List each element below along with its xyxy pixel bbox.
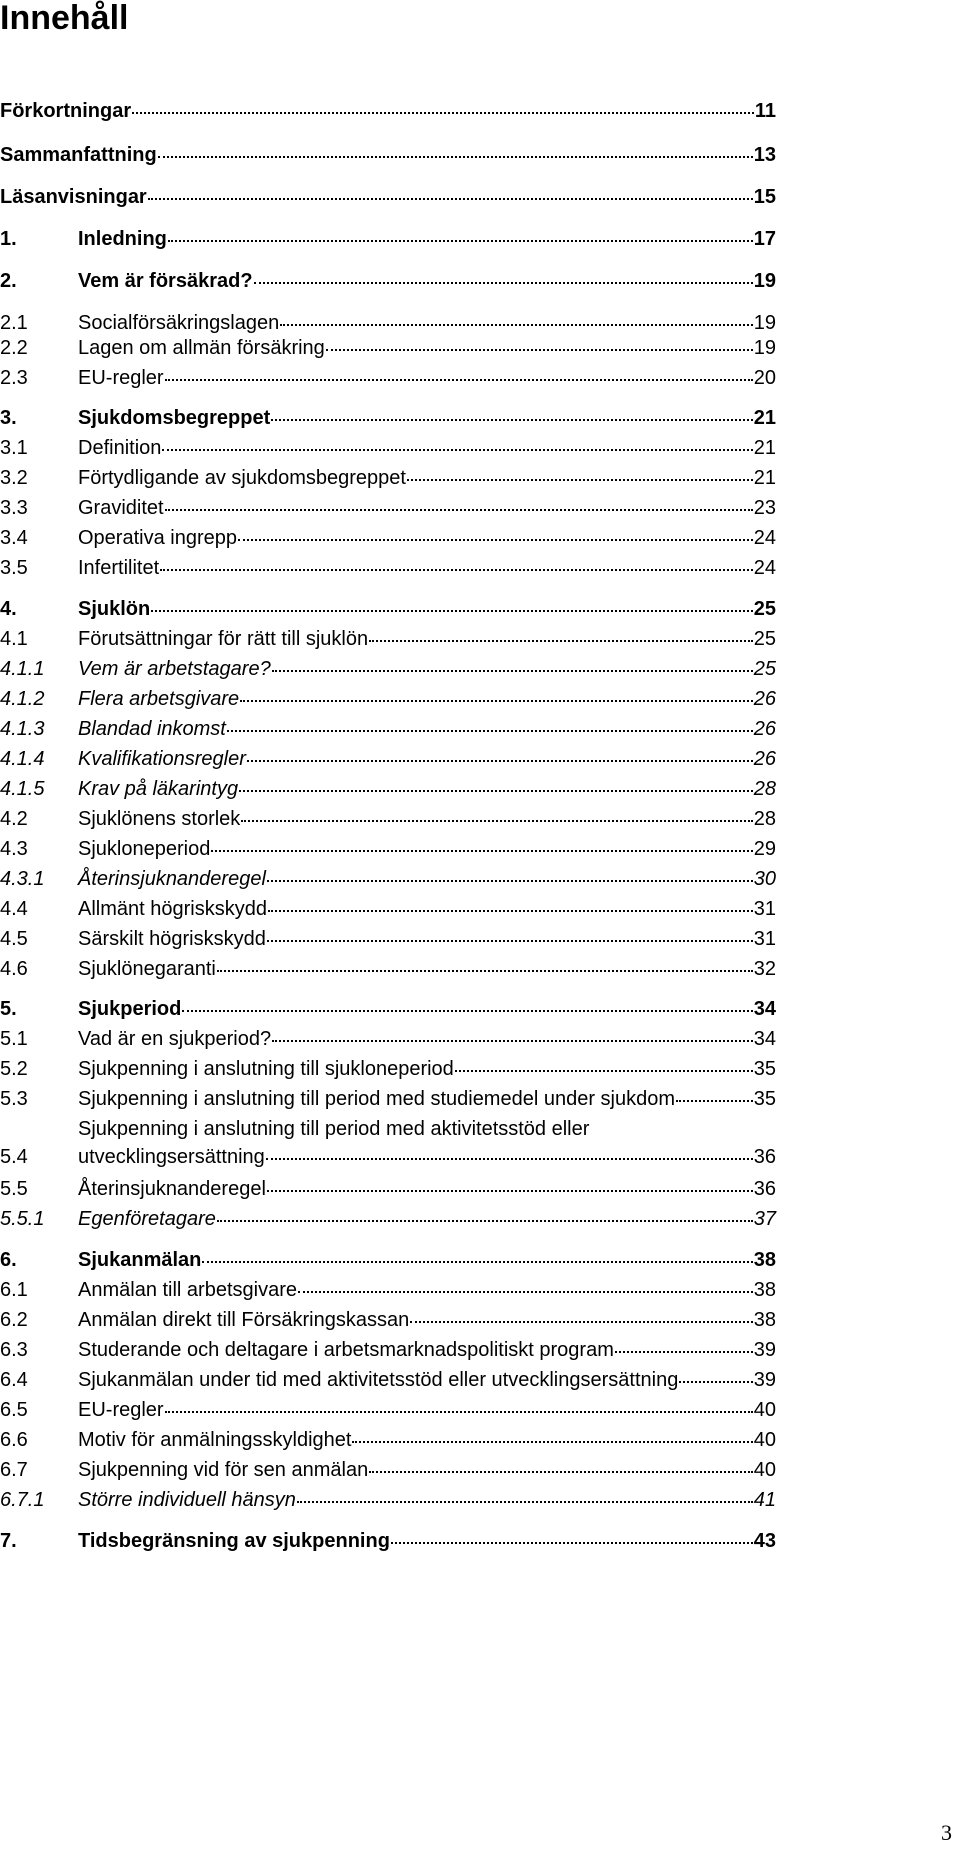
toc-entry[interactable] (0, 1425, 776, 1455)
dot-leader (280, 324, 753, 326)
toc-entry-title: Förkortningar (0, 100, 132, 122)
toc-entry-page: 25 (753, 598, 776, 620)
dot-leader (391, 1542, 753, 1544)
dot-leader (239, 790, 753, 792)
toc-entry-page: 43 (753, 1530, 776, 1552)
dot-leader (151, 610, 753, 612)
toc-entry[interactable] (0, 1275, 776, 1305)
toc-entry-title: Sjuklönens storlek (78, 808, 241, 830)
dot-leader (266, 1158, 753, 1160)
dot-leader (158, 156, 753, 158)
toc-entry-title: Vem är försäkrad? (78, 270, 253, 292)
toc-entry-page: 35 (753, 1058, 776, 1080)
dot-leader (240, 700, 753, 702)
toc-entry-page: 24 (753, 557, 776, 579)
toc-entry-title: Blandad inkomst (78, 718, 226, 740)
toc-entry-page: 17 (753, 228, 776, 250)
toc-entry-page: 31 (753, 928, 776, 950)
toc-entry-number: 6.1 (0, 1279, 28, 1301)
toc-entry-title: Motiv för anmälningsskyldighet (78, 1429, 352, 1451)
toc-entry-title-cont: utvecklingsersättning (78, 1146, 265, 1168)
toc-entry-title: Lagen om allmän försäkring (78, 337, 325, 359)
toc-entry-title: EU-regler (78, 1399, 164, 1421)
toc-entry-title: Graviditet (78, 497, 164, 519)
dot-leader (168, 240, 753, 242)
toc-entry-page: 39 (753, 1339, 776, 1361)
toc-entry-page: 26 (753, 688, 776, 710)
toc-entry-number: 5. (0, 998, 17, 1020)
toc-entry-title-continuation (78, 1142, 776, 1172)
toc-entry-title: Tidsbegränsning av sjukpenning (78, 1530, 390, 1552)
toc-entry-title: Sjukanmälan under tid med aktivitetsstöd eller utvecklingsersättning (78, 1369, 679, 1391)
toc-entry[interactable] (0, 1204, 776, 1234)
toc-entry-title: Infertilitet (78, 557, 160, 579)
toc-entry-page: 25 (753, 658, 776, 680)
toc-entry-number: 6.6 (0, 1429, 28, 1451)
toc-entry[interactable] (0, 433, 776, 463)
toc-entry-number: 6.3 (0, 1339, 28, 1361)
toc-entry-title: Vad är en sjukperiod? (78, 1028, 272, 1050)
page-number: 3 (941, 1820, 952, 1845)
toc-entry-number: 6.7 (0, 1459, 28, 1481)
dot-leader (227, 730, 753, 732)
toc-entry-page: 40 (753, 1459, 776, 1481)
toc-entry-number: 4.1.2 (0, 688, 45, 710)
toc-entry[interactable] (0, 140, 776, 170)
toc-entry[interactable] (0, 834, 776, 864)
toc-entry-number: 4.6 (0, 958, 28, 980)
toc-entry-number: 5.3 (0, 1088, 28, 1110)
toc-entry[interactable] (0, 266, 776, 296)
dot-leader (267, 940, 753, 942)
dot-leader (455, 1070, 753, 1072)
toc-entry[interactable] (0, 714, 776, 744)
toc-entry-page: 13 (753, 144, 776, 166)
toc-entry-number: 1. (0, 228, 17, 250)
toc-entry-number: 6.2 (0, 1309, 28, 1331)
dot-leader (148, 198, 753, 200)
toc-entry[interactable] (0, 1526, 776, 1556)
toc-entry[interactable] (0, 1174, 776, 1204)
toc-entry-number: 4.5 (0, 928, 28, 950)
dot-leader (268, 910, 753, 912)
toc-entry-page: 34 (753, 998, 776, 1020)
toc-entry[interactable] (0, 1365, 776, 1395)
dot-leader (254, 282, 753, 284)
toc-entry-title: Sjukpenning i anslutning till period med studiemedel under sjukdom (78, 1088, 676, 1110)
toc-entry-number: 4.1.1 (0, 658, 45, 680)
toc-entry-title: Definition (78, 437, 162, 459)
toc-entry-page: 37 (753, 1208, 776, 1230)
toc-entry-title: EU-regler (78, 367, 164, 389)
toc-entry-title: Kvalifikationsregler (78, 748, 246, 770)
toc-entry[interactable] (0, 1455, 776, 1485)
dot-leader (217, 1220, 753, 1222)
toc-entry-page: 30 (753, 868, 776, 890)
toc-entry-number: 3.5 (0, 557, 28, 579)
toc-entry-title: Större individuell hänsyn (78, 1489, 296, 1511)
toc-entry-page: 40 (753, 1399, 776, 1421)
toc-entry[interactable] (0, 1335, 776, 1365)
toc-entry-number: 2.2 (0, 337, 28, 359)
dot-leader (272, 670, 753, 672)
toc-entry-number: 2. (0, 270, 17, 292)
toc-entry-title: Vem är arbetstagare? (78, 658, 271, 680)
toc-entry-number: 3.3 (0, 497, 28, 519)
toc-entry-page: 34 (753, 1028, 776, 1050)
toc-entry[interactable] (0, 774, 776, 804)
toc-entry-number: 3.4 (0, 527, 28, 549)
toc-entry[interactable] (0, 553, 776, 583)
toc-entry-page: 38 (753, 1279, 776, 1301)
toc-entry-number: 7. (0, 1530, 17, 1552)
toc-entry-title: Sjukperiod (78, 998, 182, 1020)
toc-entry-number: 3. (0, 407, 17, 429)
toc-entry-title: Särskilt högriskskydd (78, 928, 266, 950)
toc-entry[interactable] (0, 523, 776, 553)
toc-entry[interactable] (0, 333, 776, 363)
toc-entry-title: Socialförsäkringslagen (78, 312, 280, 334)
toc-entry-page: 21 (753, 467, 776, 489)
toc-entry[interactable] (0, 96, 776, 126)
toc-entry-number: 4.3.1 (0, 868, 45, 890)
toc-entry-title: Sjukpenning i anslutning till sjukloneperiod (78, 1058, 454, 1080)
toc-entry-title: Läsanvisningar (0, 186, 147, 208)
toc-entry-page: 26 (753, 748, 776, 770)
toc-entry-page: 19 (753, 312, 776, 334)
dot-leader (369, 640, 753, 642)
toc-entry-page: 35 (753, 1088, 776, 1110)
toc-entry[interactable] (0, 684, 776, 714)
toc-entry-title: Egenföretagare (78, 1208, 216, 1230)
toc-entry-page: 29 (753, 838, 776, 860)
dot-leader (247, 760, 753, 762)
toc-entry-title: Allmänt högriskskydd (78, 898, 267, 920)
toc-entry-number: 6. (0, 1249, 17, 1271)
toc-entry[interactable] (0, 1485, 776, 1515)
dot-leader (160, 569, 753, 571)
toc-entry-title: Förtydligande av sjukdomsbegreppet (78, 467, 406, 489)
toc-entry-page: 36 (753, 1178, 776, 1200)
toc-entry-page: 15 (753, 186, 776, 208)
toc-entry-title: Återinsjuknanderegel (78, 868, 266, 890)
toc-entry-page: 32 (753, 958, 776, 980)
toc-entry-title: Anmälan direkt till Försäkringskassan (78, 1309, 410, 1331)
toc-entry[interactable] (0, 1395, 776, 1425)
toc-entry-title: Sjukdomsbegreppet (78, 407, 271, 429)
dot-leader (410, 1321, 753, 1323)
toc-entry[interactable] (0, 894, 776, 924)
toc-entry[interactable] (0, 654, 776, 684)
toc-entry-title: Förutsättningar för rätt till sjuklön (78, 628, 369, 650)
toc-entry-page: 26 (753, 718, 776, 740)
toc-entry-title: Sjuklönegaranti (78, 958, 216, 980)
toc-entry-title: Flera arbetsgivare (78, 688, 240, 710)
dot-leader (165, 379, 753, 381)
dot-leader (217, 970, 753, 972)
toc-entry-page: 21 (753, 437, 776, 459)
dot-leader (165, 509, 753, 511)
toc-entry-title: Operativa ingrepp (78, 527, 237, 549)
toc-entry[interactable] (0, 463, 776, 493)
toc-entry-number: 6.5 (0, 1399, 28, 1421)
toc-entry[interactable] (0, 1245, 776, 1275)
dot-leader (202, 1261, 752, 1263)
toc-entry-page: 38 (753, 1249, 776, 1271)
toc-entry-title: Sjukpenning i anslutning till period med aktivitetsstöd eller (78, 1118, 590, 1140)
toc-entry[interactable] (0, 744, 776, 774)
dot-leader (676, 1100, 753, 1102)
toc-entry[interactable] (0, 594, 776, 624)
dot-leader (267, 880, 753, 882)
toc-entry[interactable] (0, 1114, 776, 1172)
toc-entry-page: 19 (753, 270, 776, 292)
toc-entry[interactable] (0, 493, 776, 523)
toc-entry-page: 39 (753, 1369, 776, 1391)
dot-leader (165, 1411, 753, 1413)
toc-entry-number: 3.2 (0, 467, 28, 489)
dot-leader (615, 1351, 753, 1353)
toc-entry-title: Sjuklön (78, 598, 151, 620)
toc-entry-page: 20 (753, 367, 776, 389)
toc-entry-title: Återinsjuknanderegel (78, 1178, 266, 1200)
toc-entry-title: Studerande och deltagare i arbetsmarknadspolitiskt program (78, 1339, 614, 1361)
toc-entry[interactable] (0, 1084, 776, 1114)
toc-entry[interactable] (0, 403, 776, 433)
dot-leader (271, 419, 752, 421)
toc-entry-title: Inledning (78, 228, 167, 250)
toc-entry[interactable] (0, 1305, 776, 1335)
toc-entry-page: 28 (753, 778, 776, 800)
dot-leader (241, 820, 752, 822)
toc-entry[interactable] (0, 224, 776, 254)
toc-entry-page: 23 (753, 497, 776, 519)
dot-leader (297, 1501, 753, 1503)
toc-entry-number: 5.2 (0, 1058, 28, 1080)
dot-leader (238, 539, 753, 541)
toc-entry-title: Sjukanmälan (78, 1249, 202, 1271)
toc-entry-number: 2.1 (0, 312, 28, 334)
toc-entry-number: 4.1.5 (0, 778, 45, 800)
toc-entry-number: 5.5 (0, 1178, 28, 1200)
toc-entry-number: 6.4 (0, 1369, 28, 1391)
toc-entry[interactable] (0, 624, 776, 654)
toc-entry[interactable] (0, 864, 776, 894)
toc-entry[interactable] (0, 994, 776, 1024)
toc-entry-page: 11 (754, 100, 776, 122)
toc-entry-number: 5.5.1 (0, 1208, 45, 1230)
toc-entry-page: 19 (753, 337, 776, 359)
toc-entry-page: 40 (753, 1429, 776, 1451)
toc-entry-number: 2.3 (0, 367, 28, 389)
toc-entry-page: 36 (753, 1146, 776, 1168)
toc-entry[interactable] (0, 924, 776, 954)
dot-leader (272, 1040, 753, 1042)
dot-leader (407, 479, 753, 481)
toc-entry-title: Sjukpenning vid för sen anmälan (78, 1459, 369, 1481)
toc-entry-page: 31 (753, 898, 776, 920)
dot-leader (326, 349, 753, 351)
dot-leader (162, 449, 752, 451)
toc-entry[interactable] (0, 1054, 776, 1084)
toc-entry-number: 4.1.3 (0, 718, 45, 740)
toc-entry-page: 21 (753, 407, 776, 429)
dot-leader (211, 850, 752, 852)
dot-leader (298, 1291, 753, 1293)
toc-entry-number: 5.1 (0, 1028, 28, 1050)
toc-entry-title: Anmälan till arbetsgivare (78, 1279, 297, 1301)
toc-entry-page: 28 (753, 808, 776, 830)
toc-entry[interactable] (0, 1024, 776, 1054)
toc-entry[interactable] (0, 182, 776, 212)
toc-entry-number: 4.1 (0, 628, 28, 650)
toc-entry-number: 4.1.4 (0, 748, 45, 770)
dot-leader (267, 1190, 753, 1192)
toc-entry-title: Krav på läkarintyg (78, 778, 239, 800)
toc-entry-number: 6.7.1 (0, 1489, 45, 1511)
page-title: Innehåll (0, 0, 129, 37)
toc-entry[interactable] (0, 363, 776, 393)
toc-entry-number: 4.3 (0, 838, 28, 860)
toc-entry-number: 3.1 (0, 437, 28, 459)
toc-entry-number: 5.4 (0, 1146, 28, 1168)
toc-entry-title-block (78, 1114, 776, 1172)
toc-entry[interactable] (0, 954, 776, 984)
toc-entry-number: 4.2 (0, 808, 28, 830)
toc-entry-page: 25 (753, 628, 776, 650)
toc-entry-title: Sjukloneperiod (78, 838, 211, 860)
toc-entry-page: 41 (753, 1489, 776, 1511)
toc-entry-title: Sammanfattning (0, 144, 157, 166)
dot-leader (132, 112, 754, 114)
toc-entry[interactable] (0, 804, 776, 834)
toc-entry-number: 4. (0, 598, 17, 620)
toc-entry-page: 38 (753, 1309, 776, 1331)
dot-leader (369, 1471, 753, 1473)
dot-leader (352, 1441, 752, 1443)
toc-entry-page: 24 (753, 527, 776, 549)
dot-leader (679, 1381, 752, 1383)
toc-entry-number: 4.4 (0, 898, 28, 920)
dot-leader (182, 1010, 752, 1012)
